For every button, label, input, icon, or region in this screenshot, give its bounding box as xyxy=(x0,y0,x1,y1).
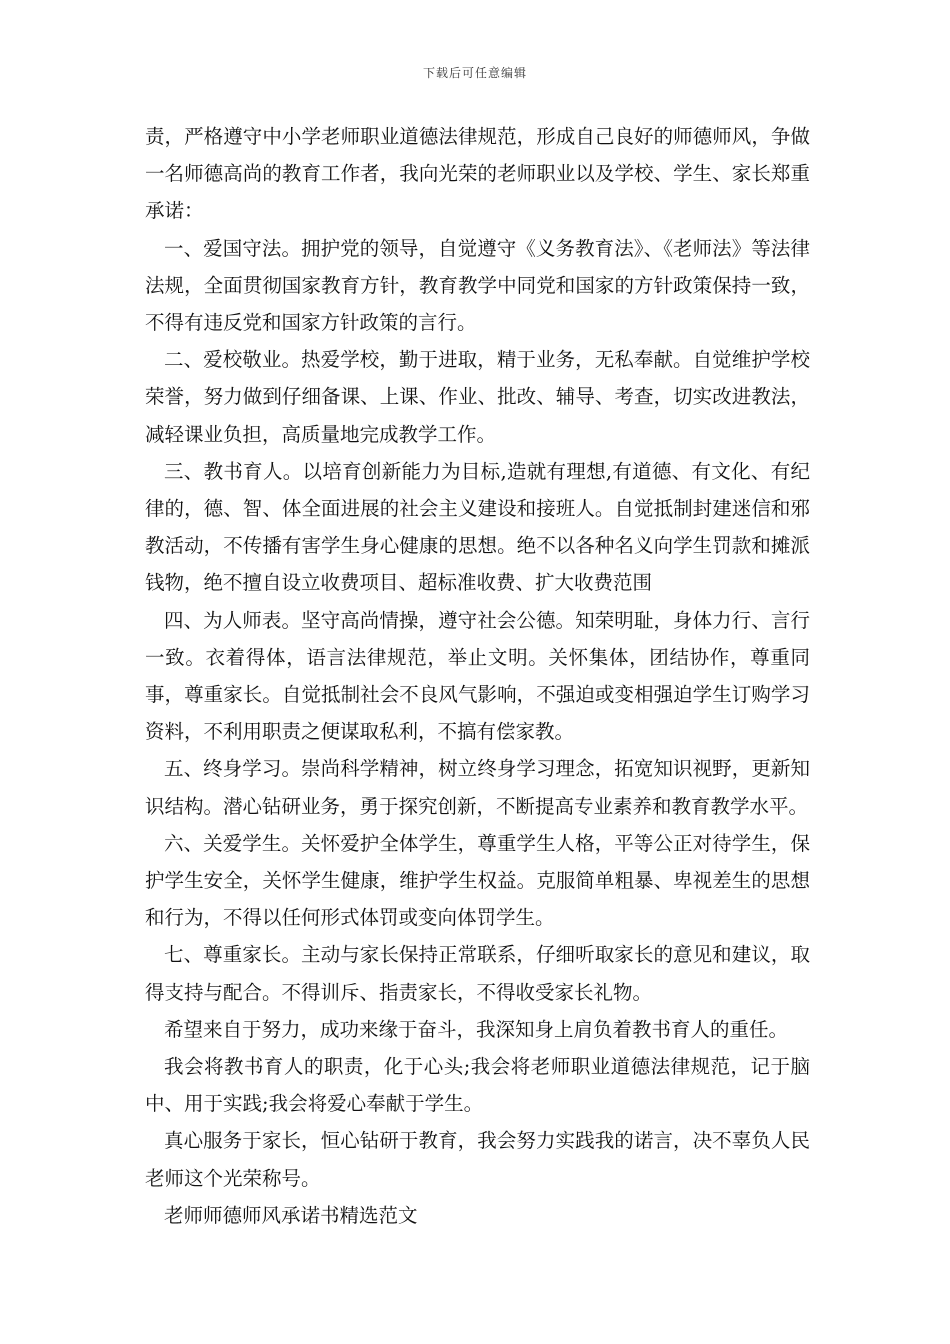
paragraph-point-3: 三、教书育人。以培育创新能力为目标,造就有理想,有道德、有文化、有纪律的，德、智、体全面进展的社会主义建设和接班人。自觉抵制封建迷信和邪教活动，不传播有害学生身心健康的思想。绝不以各种名义向学生罚款和摊派钱物，绝不擅自设立收费项目、超标准收费、扩大收费范围 xyxy=(145,459,810,595)
paragraph-point-2: 二、爱校敬业。热爱学校，勤于进取，精于业务，无私奉献。自觉维护学校荣誉，努力做到仔细备课、上课、作业、批改、辅导、考查，切实改进教法，减轻课业负担，高质量地完成教学工作。 xyxy=(145,348,810,446)
paragraph-point-6: 六、关爱学生。关怀爱护全体学生，尊重学生人格，平等公正对待学生，保护学生安全，关怀学生健康，维护学生权益。克服简单粗暴、卑视差生的思想和行为，不得以任何形式体罚或变向体罚学生。 xyxy=(145,831,810,930)
paragraph-intro-continued: 责，严格遵守中小学老师职业道德法律规范，形成自己良好的师德师风，争做一名师德高尚的教育工作者，我向光荣的老师职业以及学校、学生、家长郑重承诺： xyxy=(145,125,810,223)
paragraph-commitment: 我会将教书育人的职责，化于心头;我会将老师职业道德法律规范，记于脑中、用于实践;我会将爱心奉献于学生。 xyxy=(145,1055,810,1116)
paragraph-point-5: 五、终身学习。崇尚科学精神，树立终身学习理念，拓宽知识视野，更新知识结构。潜心钻研业务，勇于探究创新，不断提高专业素养和教育教学水平。 xyxy=(145,757,810,818)
paragraph-closing: 真心服务于家长，恒心钻研于教育，我会努力实践我的诺言，决不辜负人民老师这个光荣称号。 xyxy=(145,1129,810,1190)
paragraph-hope: 希望来自于努力，成功来缘于奋斗，我深知身上肩负着教书育人的重任。 xyxy=(164,1017,789,1041)
paragraph-point-7: 七、尊重家长。主动与家长保持正常联系，仔细听取家长的意见和建议，取得支持与配合。不得训斥、指责家长，不得收受家长礼物。 xyxy=(145,943,810,1004)
paragraph-point-4: 四、为人师表。坚守高尚情操，遵守社会公德。知荣明耻，身体力行、言行一致。衣着得体，语言法律规范，举止文明。关怀集体，团结协作，尊重同事，尊重家长。自觉抵制社会不良风气影响，不强迫或变相强迫学生订购学习资料，不利用职责之便谋取私利，不搞有偿家教。 xyxy=(145,608,810,744)
document-body xyxy=(145,118,810,1234)
paragraph-point-1: 一、爱国守法。拥护党的领导，自觉遵守《义务教育法》、《老师法》等法律法规，全面贯彻国家教育方针，教育教学中同党和国家的方针政策保持一致，不得有违反党和国家方针政策的言行。 xyxy=(145,236,810,335)
page-header-note: 下载后可任意编辑 xyxy=(422,66,527,80)
section-title: 老师师德师风承诺书精选范文 xyxy=(164,1203,418,1227)
